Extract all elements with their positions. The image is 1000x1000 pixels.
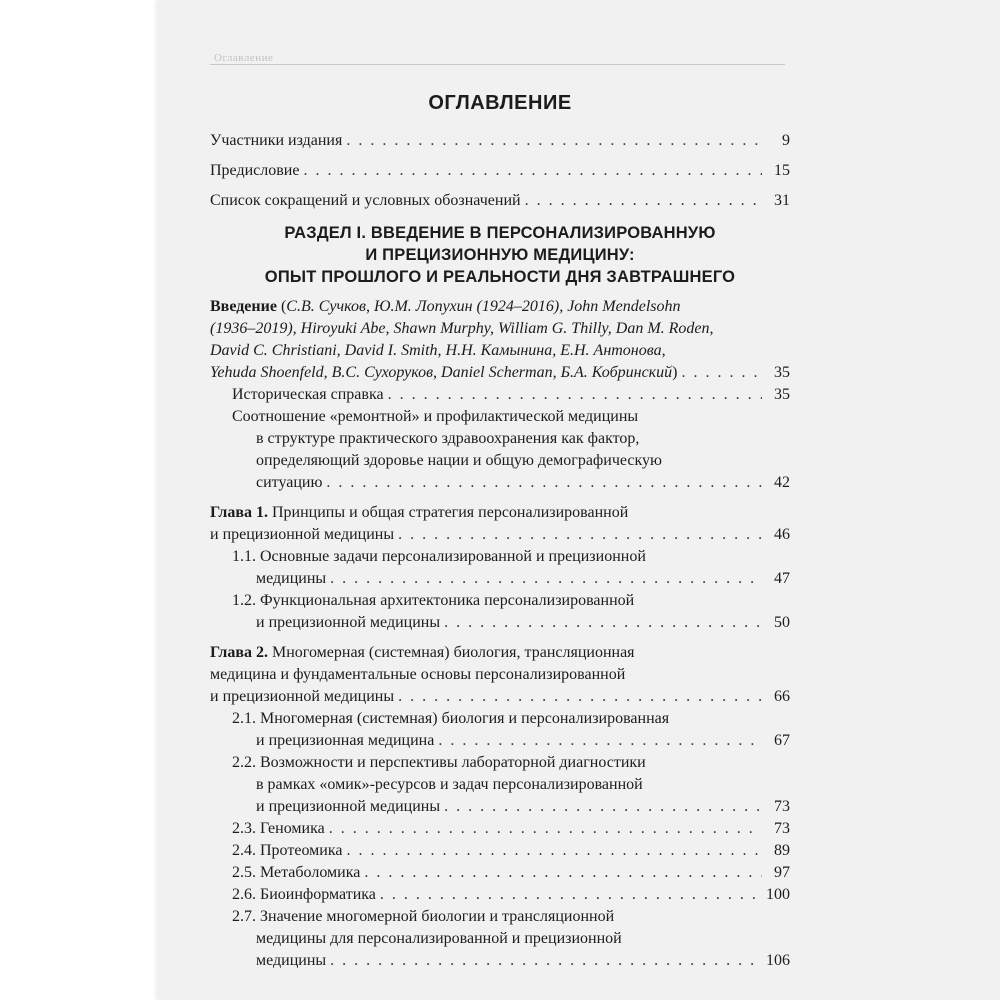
page-number: 42 [774,474,790,491]
toc-entry-2-5[interactable]: 2.5. Метаболомика . . . 97 [210,862,790,884]
page-number: 46 [774,526,790,543]
toc-entry-introduction[interactable]: Введение (С.В. Сучков, Ю.М. Лопухин (1924–2016), John Mendelsohn (1936–2019), Hiroyuki Abe, Shawn Murphy, William G. Thilly, Dan M. Roden, David C. Christiani, David I. Smith, Н.Н. Камынина, Е.Н. Антонова, Yehuda Shoenfeld, В.С. Сухоруков, Daniel Scherman, Б.А. Кобринский) . . . 35 [210,296,790,384]
page-number: 89 [774,842,790,859]
page-number: 97 [774,864,790,881]
toc-entry-repair-vs-preventive[interactable]: Соотношение «ремонтной» и профилактической медицины в структуре практического здравоохранения как фактор, определяющий здоровье нации и общую демографическую ситуацию . . . 42 [210,406,790,494]
page-number: 66 [774,688,790,705]
page-number: 47 [774,570,790,587]
page-number: 50 [774,614,790,631]
toc-entry-2-3[interactable]: 2.3. Геномика . . . 73 [210,818,790,840]
page-number: 35 [774,386,790,403]
toc-title: ОГЛАВЛЕНИЕ [428,92,572,114]
page-number: 106 [766,952,790,969]
toc-entry-2-2[interactable]: 2.2. Возможности и перспективы лабораторной диагностики в рамках «омик»-ресурсов и задач персонализированной и прецизионной медицины . . . 73 [210,752,790,818]
page-number: 9 [782,132,790,149]
toc-entry-contributors[interactable]: Участники издания . . . 9 [210,130,790,152]
page-number: 73 [774,820,790,837]
running-title: Оглавление [214,52,274,64]
table-of-contents [210,90,790,972]
toc-entry-2-4[interactable]: 2.4. Протеомика . . . 89 [210,840,790,862]
page-number: 73 [774,798,790,815]
page-number: 67 [774,732,790,749]
header-rule [210,64,785,65]
toc-entry-chapter-2[interactable]: Глава 2. Многомерная (системная) биология, трансляционная медицина и фундаментальные основы персонализированной и прецизионной медицины . . . 66 [210,642,790,708]
toc-entry-2-6[interactable]: 2.6. Биоинформатика . . . 100 [210,884,790,906]
toc-entry-1-1[interactable]: 1.1. Основные задачи персонализированной и прецизионной медицины . . . 47 [210,546,790,590]
toc-entry-1-2[interactable]: 1.2. Функциональная архитектоника персонализированной и прецизионной медицины . . . 50 [210,590,790,634]
toc-entry-abbreviations[interactable]: Список сокращений и условных обозначений . . . 31 [210,190,790,212]
toc-entry-2-7[interactable]: 2.7. Значение многомерной биологии и трансляционной медицины для персонализированной и прецизионной медицины . . . 106 [210,906,790,972]
toc-entry-history[interactable]: Историческая справка . . . 35 [210,384,790,406]
page-number: 15 [774,162,790,179]
toc-entry-preface[interactable]: Предисловие . . . 15 [210,160,790,182]
page-number: 35 [774,364,790,381]
toc-entry-2-1[interactable]: 2.1. Многомерная (системная) биология и персонализированная и прецизионная медицина . . . 67 [210,708,790,752]
section-heading[interactable]: РАЗДЕЛ I. ВВЕДЕНИЕ В ПЕРСОНАЛИЗИРОВАННУЮ И ПРЕЦИЗИОННУЮ МЕДИЦИНУ: ОПЫТ ПРОШЛОГО И РЕАЛЬНОСТИ ДНЯ ЗАВТРАШНЕГО [264,224,736,286]
page-number: 31 [774,192,790,209]
toc-entry-chapter-1[interactable]: Глава 1. Принципы и общая стратегия персонализированной и прецизионной медицины . . . 46 [210,502,790,546]
page-number: 100 [766,886,790,903]
